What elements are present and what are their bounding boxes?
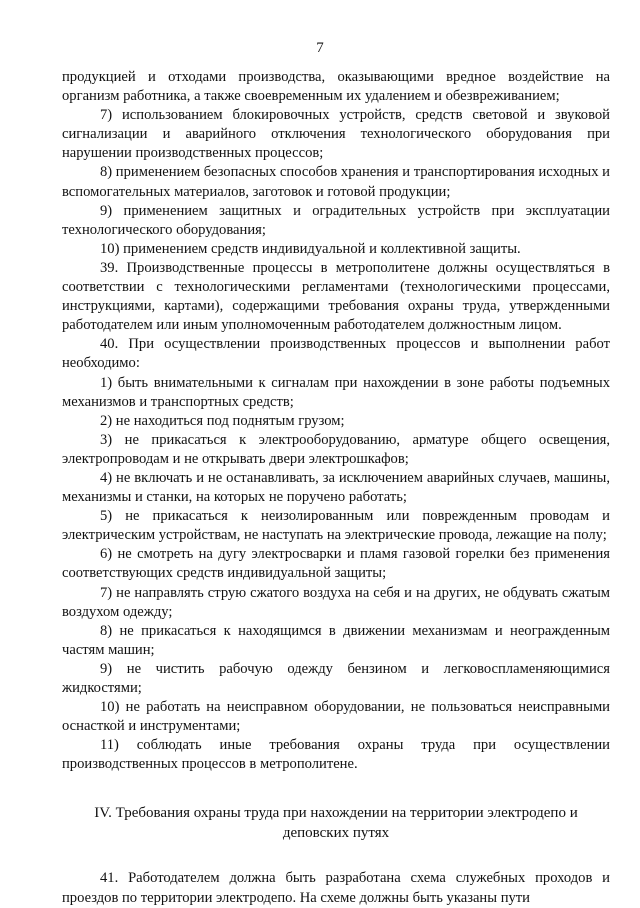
list-item-7-blocking-devices: 7) использованием блокировочных устройств, средств световой и звуковой сигнализации и аварийного отключения технологического оборудования при нарушении производственных процессов; [62,107,610,162]
requirement-11: 11) соблюдать иные требования охраны труда при осуществлении производственных процессов в метрополитене. [62,737,610,773]
requirement-4: 4) не включать и не останавливать, за исключением аварийных случаев, машины, механизмы и станки, на которых не поручено работать; [62,469,610,506]
list-item-9-protective-devices: 9) применением защитных и оградительных устройств при эксплуатации технологического оборудования; [62,202,610,238]
section-heading-line-2: деповских путях [282,824,390,841]
requirement-7: 7) не направлять струю сжатого воздуха на себя и на других, не обдувать сжатым воздухом одежду; [62,584,610,620]
list-item-8-safe-storage: 8) применением безопасных способов хранения и транспортирования исходных и вспомогательных материалов, заготовок и готовой продукции; [62,164,610,200]
page-number: 7 [316,40,324,56]
requirement-9: 9) не чистить рабочую одежду бензином и легковоспламеняющимися жидкостями; [62,660,610,696]
requirement-3: 3) не прикасаться к электрооборудованию, арматуре общего освещения, электропроводам и не открывать двери электрошкафов; [62,431,610,467]
requirement-5: 5) не прикасаться к неизолированным или поврежденным проводам и электрическим устройствам, не наступать на электрические провода, лежащие на полу; [62,508,610,544]
requirement-1: 1) быть внимательными к сигналам при нахождении в зоне работы подъемных механизмов и транспортных средств; [62,374,610,410]
requirement-2: 2) не находиться под поднятым грузом; [100,412,345,429]
requirement-6: 6) не смотреть на дугу электросварки и пламя газовой горелки без применения соответствующих средств индивидуальной защиты; [62,546,610,582]
clause-39: 39. Производственные процессы в метрополитене должны осуществляться в соответствии с технологическими регламентами (технологическими процессами, инструкциями, картами), содержащими требования охраны труда, утвержденными работодателем или иным уполномоченным работодателем должностным лицом. [62,259,610,334]
document-body [62,68,610,908]
requirement-10: 10) не работать на неисправном оборудовании, не пользоваться неисправными оснасткой и инструментами; [62,699,610,735]
list-item-10-protective-means: 10) применением средств индивидуальной и коллективной защиты. [100,240,521,257]
section-heading [62,804,610,843]
clause-41: 41. Работодателем должна быть разработана схема служебных проходов и проездов по территории электродепо. На схеме должны быть указаны пути [62,870,610,906]
paragraph-continuation: продукцией и отходами производства, оказывающими вредное воздействие на организм работника, а также своевременным их удалением и обезвреживанием; [62,69,610,105]
clause-40: 40. При осуществлении производственных процессов и выполнении работ необходимо: [62,336,610,372]
section-heading-line-1: IV. Требования охраны труда при нахождении на территории электродепо и [94,805,578,822]
requirement-8: 8) не прикасаться к находящимся в движении механизмам и неогражденным частям машин; [62,622,610,658]
